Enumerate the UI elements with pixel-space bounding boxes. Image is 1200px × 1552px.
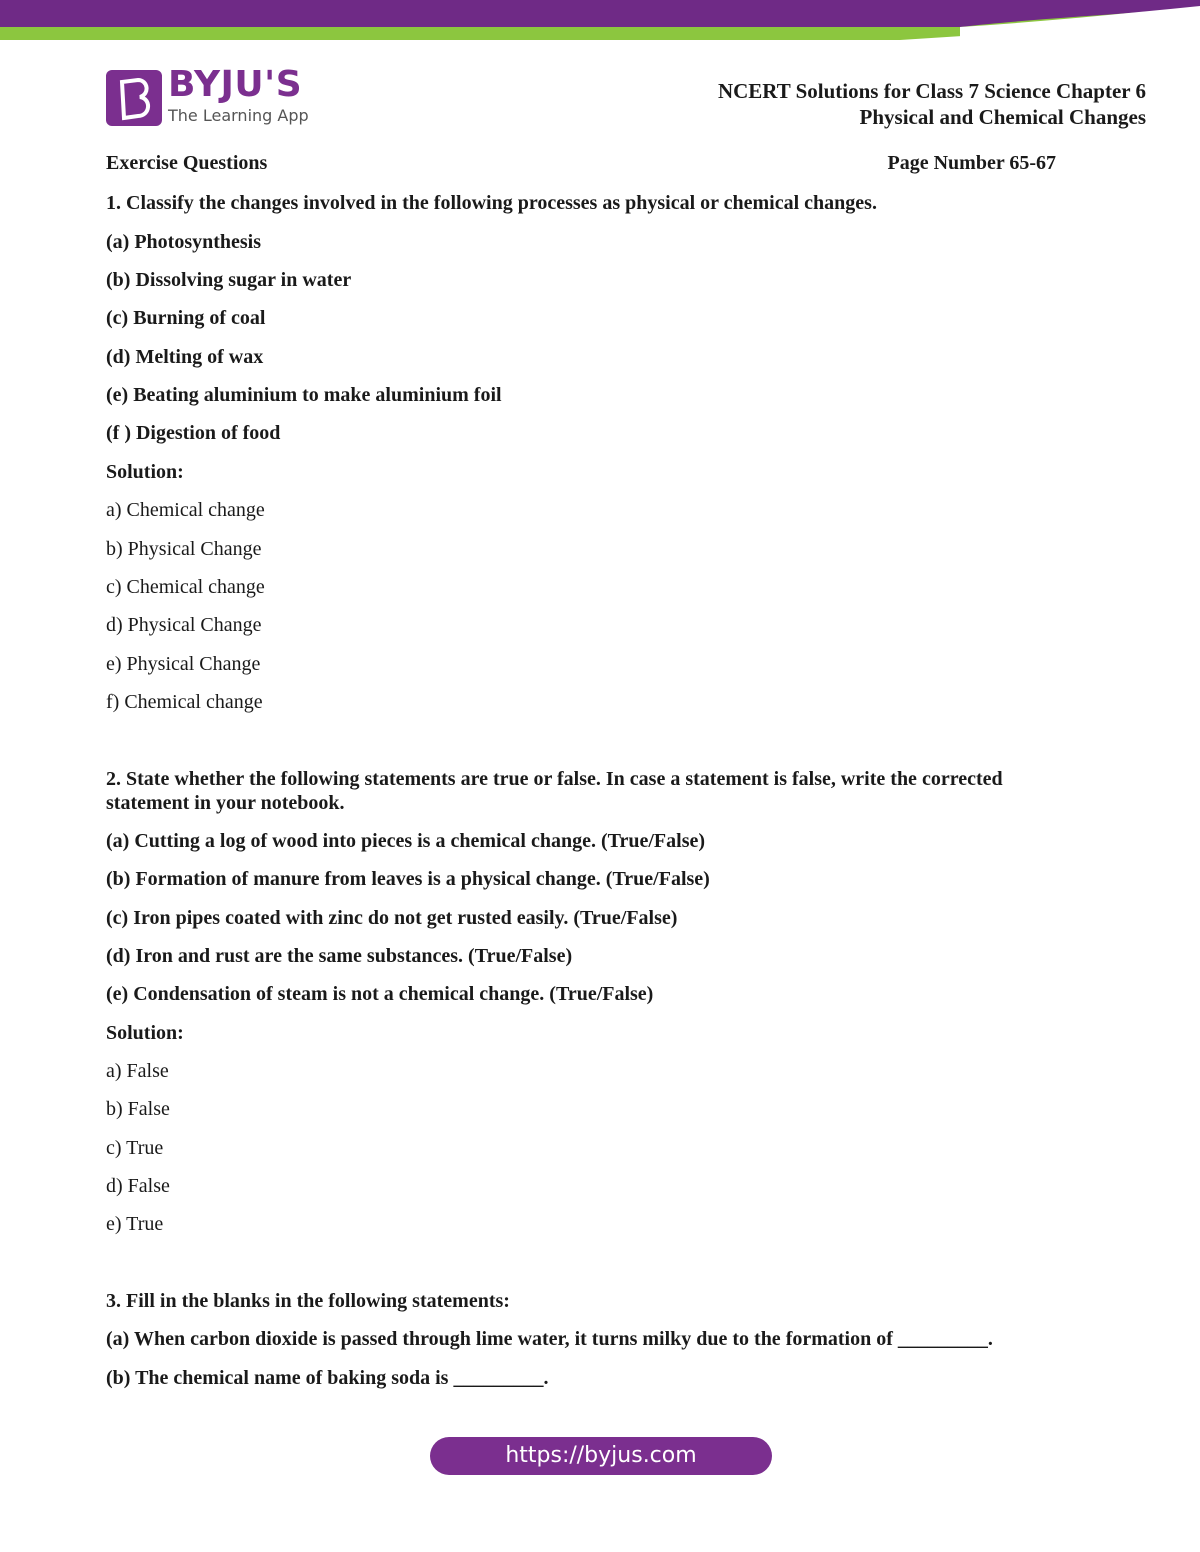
section-label: Exercise Questions	[106, 152, 268, 174]
title-line-1: NCERT Solutions for Class 7 Science Chapter 6	[717, 79, 1146, 103]
document-title	[718, 78, 1146, 130]
q2-answer: c) True	[106, 1137, 164, 1159]
q3-item: (b) The chemical name of baking soda is _________.	[106, 1367, 549, 1389]
q2-item: (c) Iron pipes coated with zinc do not get rusted easily. (True/False)	[106, 907, 678, 929]
question-3: 3. Fill in the blanks in the following statements:	[106, 1290, 510, 1312]
page-number: Page Number 65-67	[887, 152, 1056, 174]
question-2: 2. State whether the following statements are true or false. In case a statement is false, write the corrected statement in your notebook.	[106, 768, 1003, 814]
q2-solution-label: Solution:	[106, 1022, 184, 1044]
q2-item: (b) Formation of manure from leaves is a physical change. (True/False)	[106, 868, 710, 890]
byjus-logo	[106, 64, 316, 130]
q2-item: (d) Iron and rust are the same substances. (True/False)	[106, 945, 573, 967]
q1-answer: b) Physical Change	[106, 538, 262, 560]
q1-answer: c) Chemical change	[106, 576, 265, 598]
logo-tagline: The Learning App	[168, 106, 309, 125]
question-1: 1. Classify the changes involved in the following processes as physical or chemical changes.	[106, 192, 877, 214]
q1-item: (e) Beating aluminium to make aluminium foil	[106, 384, 502, 406]
q1-item: (b) Dissolving sugar in water	[106, 269, 352, 291]
logo-brand-text: BYJU'S	[168, 64, 303, 105]
logo-b-icon	[106, 70, 162, 126]
section-header	[106, 152, 1056, 175]
q1-solution-label: Solution:	[106, 461, 184, 483]
q1-item: (d) Melting of wax	[106, 346, 264, 368]
q2-item: (a) Cutting a log of wood into pieces is a chemical change. (True/False)	[106, 830, 706, 852]
q1-answer: f) Chemical change	[106, 691, 263, 713]
q2-answer: e) True	[106, 1213, 164, 1235]
q1-answer: e) Physical Change	[106, 653, 261, 675]
q1-answer: a) Chemical change	[106, 499, 265, 521]
q1-item: (c) Burning of coal	[106, 307, 266, 329]
q2-answer: a) False	[106, 1060, 169, 1082]
q1-item: (a) Photosynthesis	[106, 231, 262, 253]
q2-answer: d) False	[106, 1175, 170, 1197]
q2-item: (e) Condensation of steam is not a chemical change. (True/False)	[106, 983, 654, 1005]
title-line-2: Physical and Chemical Changes	[859, 105, 1146, 129]
header-band	[0, 0, 1200, 48]
q1-item: (f ) Digestion of food	[106, 422, 281, 444]
q2-answer: b) False	[106, 1098, 170, 1120]
q1-answer: d) Physical Change	[106, 614, 262, 636]
footer-url-link[interactable]: https://byjus.com	[430, 1437, 772, 1475]
q3-item: (a) When carbon dioxide is passed through lime water, it turns milky due to the formation of _________.	[106, 1328, 993, 1350]
